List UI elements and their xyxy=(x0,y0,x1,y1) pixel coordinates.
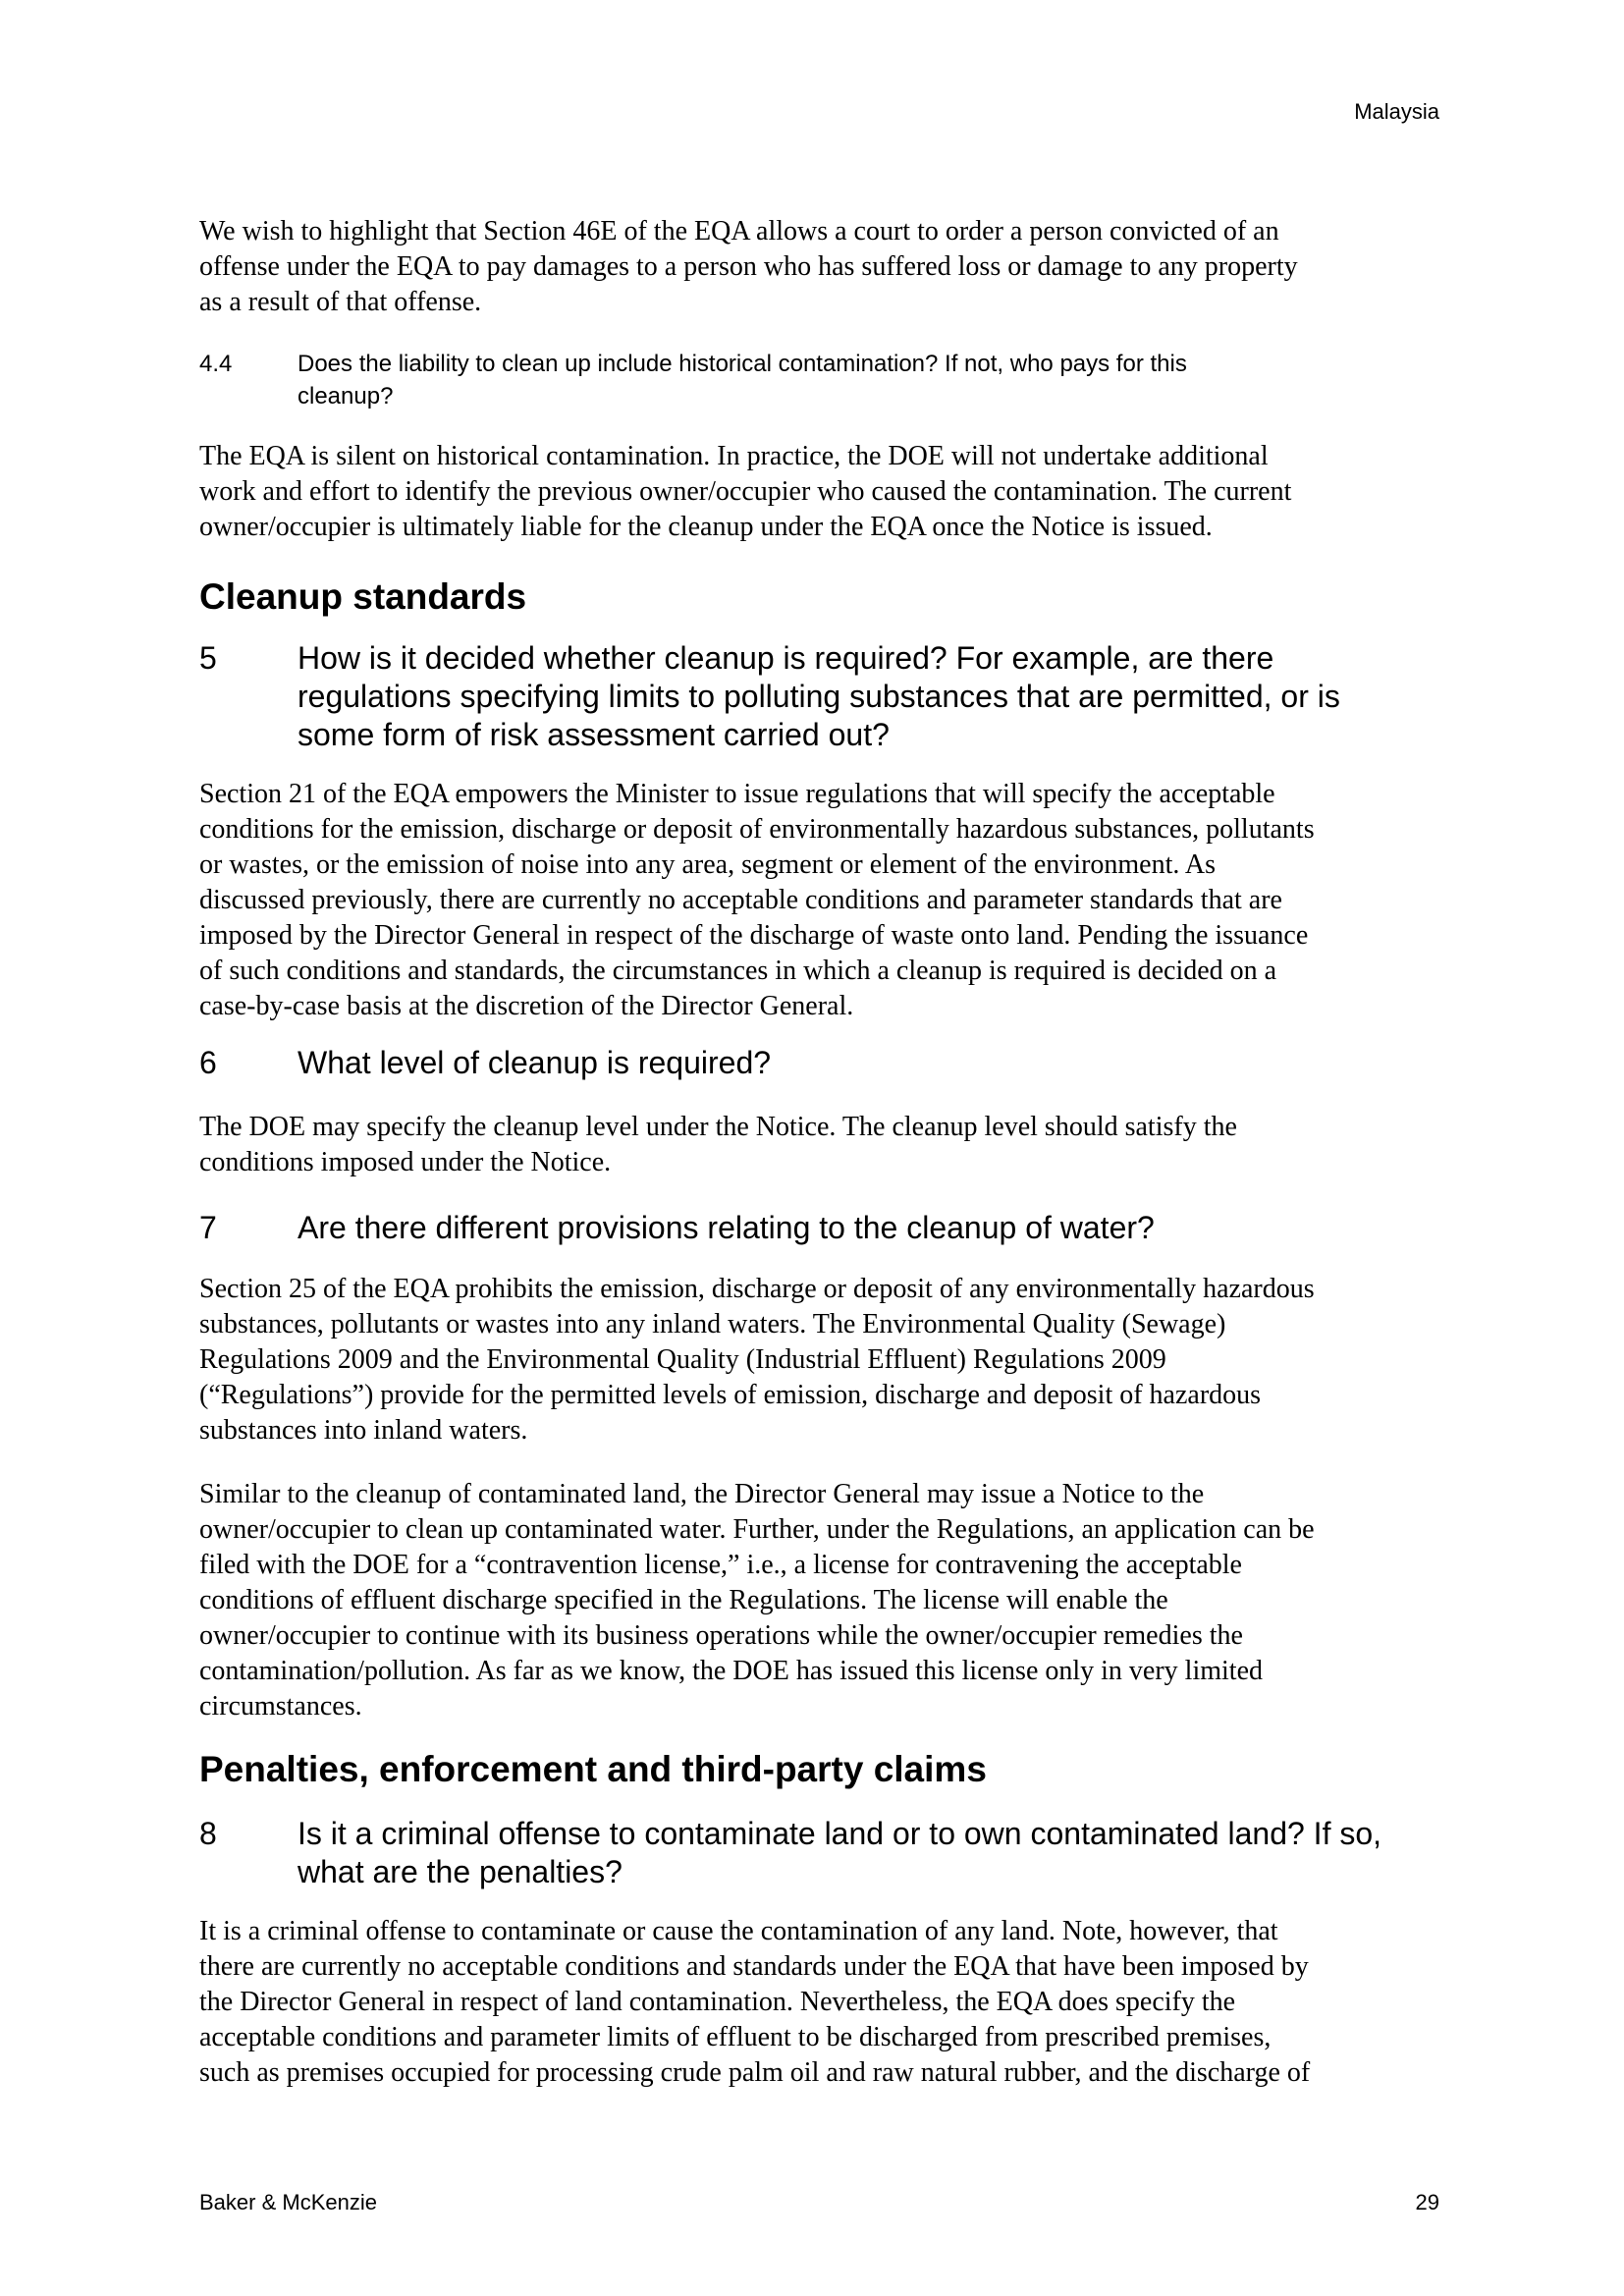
text-line: substances into inland waters. xyxy=(199,1415,528,1446)
section-heading: Cleanup standards xyxy=(199,576,527,617)
text-line: imposed by the Director General in respect of the discharge of waste onto land. Pending the issuance xyxy=(199,920,1309,951)
paragraph xyxy=(199,1110,1237,1180)
question-number: 6 xyxy=(199,1045,217,1080)
text-line: as a result of that offense. xyxy=(199,287,482,317)
text-line: circumstances. xyxy=(199,1691,362,1722)
question-6 xyxy=(199,1044,771,1082)
text-line: offense under the EQA to pay damages to a person who has suffered loss or damage to any property xyxy=(199,251,1298,282)
text-line: discussed previously, there are currently no acceptable conditions and parameter standards that are xyxy=(199,885,1282,915)
text-line: owner/occupier to continue with its business operations while the owner/occupier remedies the xyxy=(199,1620,1243,1651)
page-number: 29 xyxy=(1415,2190,1439,2214)
text-line: The DOE may specify the cleanup level under the Notice. The cleanup level should satisfy the xyxy=(199,1112,1237,1142)
text-line: regulations specifying limits to polluting substances that are permitted, or is xyxy=(298,679,1340,714)
text-line: How is it decided whether cleanup is required? For example, are there xyxy=(298,640,1274,676)
text-line: contamination/pollution. As far as we know, the DOE has issued this license only in very limited xyxy=(199,1656,1264,1686)
text-line: filed with the DOE for a “contravention license,” i.e., a license for contravening the acceptable xyxy=(199,1550,1242,1580)
paragraph xyxy=(199,1272,1315,1449)
question-text xyxy=(298,348,1187,412)
text-line: conditions for the emission, discharge or deposit of environmentally hazardous substances, pollutants xyxy=(199,814,1315,845)
paragraph xyxy=(199,1914,1310,2091)
footer-firm: Baker & McKenzie xyxy=(199,2190,377,2214)
text-line: owner/occupier is ultimately liable for the cleanup under the EQA once the Notice is issued. xyxy=(199,512,1213,542)
text-line: (“Regulations”) provide for the permitted levels of emission, discharge and deposit of hazardous xyxy=(199,1380,1262,1410)
text-line: the Director General in respect of land contamination. Nevertheless, the EQA does specify the xyxy=(199,1987,1236,2017)
question-number: 5 xyxy=(199,640,217,676)
question-4-4 xyxy=(199,348,1187,412)
question-number: 7 xyxy=(199,1210,217,1245)
text-line: We wish to highlight that Section 46E of the EQA allows a court to order a person convicted of an xyxy=(199,216,1279,246)
text-line: work and effort to identify the previous owner/occupier who caused the contamination. The current xyxy=(199,476,1292,507)
question-8 xyxy=(199,1815,1381,1891)
text-line: case-by-case basis at the discretion of the Director General. xyxy=(199,991,854,1021)
text-line: of such conditions and standards, the circumstances in which a cleanup is required is decided on a xyxy=(199,956,1277,986)
section-heading: Penalties, enforcement and third-party claims xyxy=(199,1749,987,1789)
text-line: Are there different provisions relating to the cleanup of water? xyxy=(298,1210,1155,1245)
question-text xyxy=(298,1209,1155,1247)
question-5 xyxy=(199,639,1340,754)
text-line: The EQA is silent on historical contamination. In practice, the DOE will not undertake additional xyxy=(199,441,1269,471)
question-number: 8 xyxy=(199,1816,217,1851)
text-line: there are currently no acceptable conditions and standards under the EQA that have been imposed by xyxy=(199,1951,1309,1982)
paragraph xyxy=(199,439,1291,545)
text-line: What level of cleanup is required? xyxy=(298,1045,772,1080)
text-line: Similar to the cleanup of contaminated land, the Director General may issue a Notice to the xyxy=(199,1479,1205,1509)
paragraph xyxy=(199,214,1298,320)
text-line: acceptable conditions and parameter limits of effluent to be discharged from prescribed premises, xyxy=(199,2022,1272,2052)
text-line: or wastes, or the emission of noise into any area, segment or element of the environment. As xyxy=(199,849,1216,880)
text-line: Does the liability to clean up include historical contamination? If not, who pays for this xyxy=(298,351,1187,377)
text-line: Section 21 of the EQA empowers the Minister to issue regulations that will specify the acceptable xyxy=(199,779,1275,809)
text-line: what are the penalties? xyxy=(298,1854,623,1889)
text-line: conditions of effluent discharge specified in the Regulations. The license will enable the xyxy=(199,1585,1168,1615)
text-line: cleanup? xyxy=(298,383,394,410)
text-line: conditions imposed under the Notice. xyxy=(199,1147,612,1177)
question-7 xyxy=(199,1209,1155,1247)
running-header: Malaysia xyxy=(1354,99,1439,124)
question-text xyxy=(298,1044,771,1082)
text-line: some form of risk assessment carried out? xyxy=(298,717,890,752)
paragraph xyxy=(199,1477,1315,1724)
text-line: owner/occupier to clean up contaminated water. Further, under the Regulations, an application can be xyxy=(199,1514,1315,1545)
text-line: It is a criminal offense to contaminate or cause the contamination of any land. Note, however, that xyxy=(199,1916,1278,1946)
text-line: Section 25 of the EQA prohibits the emission, discharge or deposit of any environmentally hazardous xyxy=(199,1274,1315,1304)
text-line: such as premises occupied for processing crude palm oil and raw natural rubber, and the discharge of xyxy=(199,2057,1311,2088)
question-text xyxy=(298,1815,1381,1891)
question-number: 4.4 xyxy=(199,351,233,377)
question-text xyxy=(298,639,1340,754)
paragraph xyxy=(199,777,1315,1024)
text-line: substances, pollutants or wastes into any inland waters. The Environmental Quality (Sewage) xyxy=(199,1309,1226,1339)
text-line: Regulations 2009 and the Environmental Quality (Industrial Effluent) Regulations 2009 xyxy=(199,1344,1166,1375)
text-line: Is it a criminal offense to contaminate land or to own contaminated land? If so, xyxy=(298,1816,1382,1851)
